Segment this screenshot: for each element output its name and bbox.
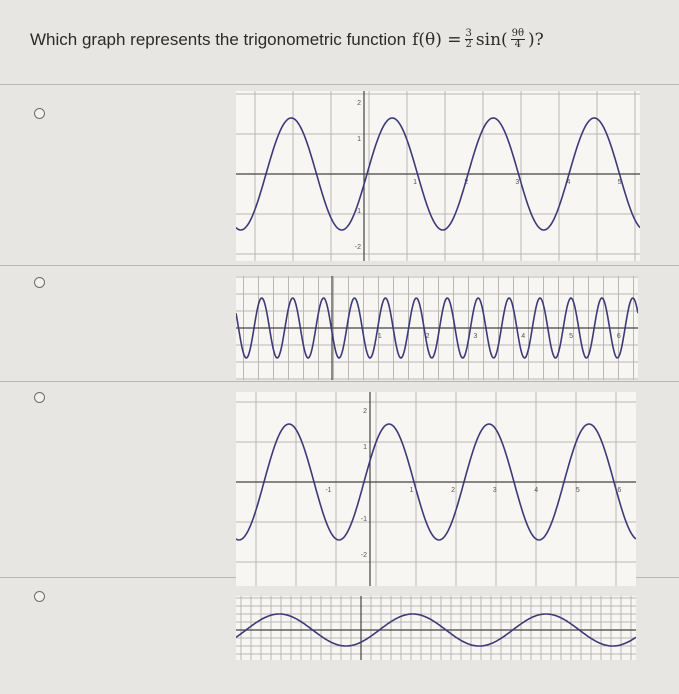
graph-svg [236,91,640,261]
function-name: f(θ) = [412,29,462,50]
x-tick-label: 2 [451,487,456,494]
x-tick-label: -1 [325,487,332,494]
function-formula [412,29,544,50]
x-tick-label: 5 [617,179,622,186]
divider-2 [0,381,679,382]
radio-option-b[interactable] [34,277,45,288]
x-tick-label: 2 [425,333,430,340]
y-tick-label: 1 [357,136,361,143]
x-tick-label: 3 [473,333,478,340]
radio-option-d[interactable] [34,591,45,602]
y-tick-label: -1 [354,208,361,215]
y-tick-label: 1 [363,444,367,451]
x-tick-label: 1 [377,333,382,340]
graph-option-d[interactable] [236,596,636,660]
x-tick-label: 1 [413,179,418,186]
x-tick-label: 3 [515,179,520,186]
x-tick-label: 1 [409,487,414,494]
argument-numerator: 9θ [511,28,525,39]
x-tick-label: 4 [534,487,539,494]
coefficient-fraction [465,29,473,50]
x-tick-label: 5 [575,487,580,494]
x-tick-label: 3 [492,487,497,494]
y-tick-label: -1 [360,516,367,523]
graph-option-b[interactable] [236,276,638,380]
graph-option-c[interactable] [236,392,636,586]
graph-svg [236,392,636,586]
graph-option-a[interactable] [236,91,640,261]
y-tick-label: -2 [354,244,361,251]
coefficient-denominator: 2 [465,39,472,50]
argument-denominator: 4 [514,39,522,50]
graph-svg [236,596,636,660]
coefficient-numerator: 3 [465,28,472,39]
x-tick-label: 2 [464,179,469,186]
question-text: Which graph represents the trigonometric function [30,29,407,49]
x-tick-label: 6 [617,487,622,494]
function-close: )? [528,29,544,50]
x-tick-label: 4 [566,179,571,186]
function-sin: sin( [475,29,508,50]
graph-svg [236,276,638,380]
y-tick-label: -2 [360,552,367,559]
radio-option-a[interactable] [34,108,45,119]
x-tick-label: 4 [521,333,526,340]
argument-fraction [511,29,525,50]
x-tick-label: 6 [616,333,621,340]
y-tick-label: 2 [357,100,361,107]
x-tick-label: 5 [569,333,574,340]
question-prompt [30,29,544,50]
divider-top [0,84,679,85]
y-tick-label: 2 [363,408,367,415]
radio-option-c[interactable] [34,392,45,403]
divider-1 [0,265,679,266]
